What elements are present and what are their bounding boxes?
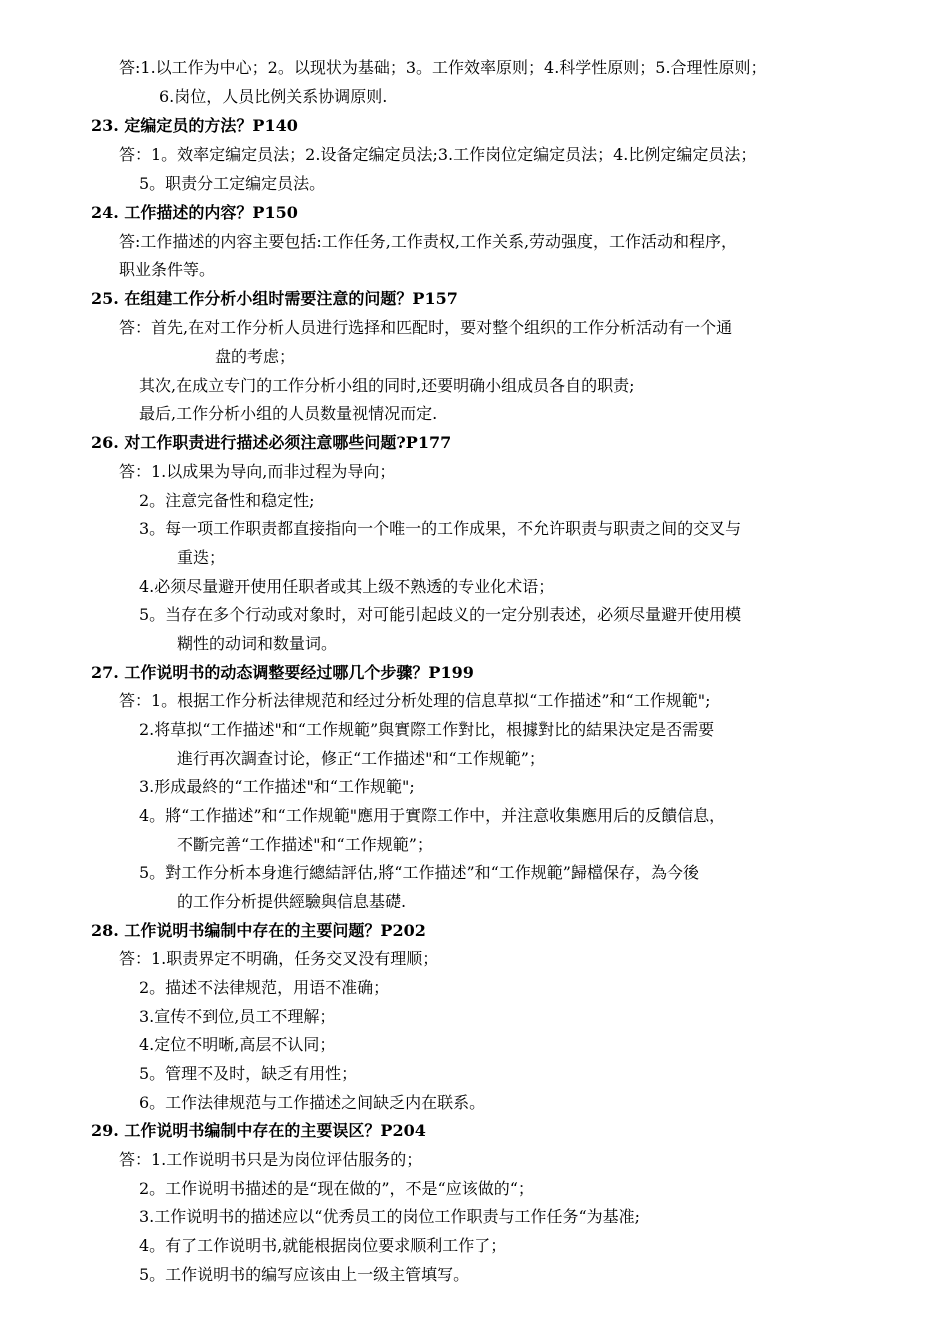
answer-line: 最后,工作分析小组的人员数量视情况而定. xyxy=(139,404,438,423)
answer-line: 重迭； xyxy=(177,548,226,567)
answer-line: 5。职责分工定编定员法。 xyxy=(139,174,326,193)
question-heading: 23. 定编定员的方法？P140 xyxy=(91,116,298,135)
answer-line: 5。對工作分析本身進行總結評估,將“工作描述”和“工作规範”歸檔保存，為今後 xyxy=(139,863,699,882)
answer-line: 6.岗位，人员比例关系协调原则. xyxy=(159,87,388,106)
answer-line: 的工作分析提供經驗與信息基礎. xyxy=(177,892,407,911)
answer-line: 答:1.以工作为中心；2。以现状为基础；3。工作效率原则；4.科学性原则；5.合理性原则； xyxy=(119,58,767,77)
answer-line: 3.工作说明书的描述应以“优秀员工的岗位工作职责与工作任务“为基准; xyxy=(139,1207,641,1226)
answer-line: 答：1。效率定编定员法；2.设备定编定员法;3.工作岗位定编定员法；4.比例定编定员法； xyxy=(119,145,757,164)
answer-line: 3.形成最終的“工作描述"和“工作规範"; xyxy=(139,777,415,796)
answer-line: 5。工作说明书的编写应该由上一级主管填写。 xyxy=(139,1265,470,1284)
answer-line: 答：首先,在对工作分析人员进行选择和匹配时，要对整个组织的工作分析活动有一个通 xyxy=(119,318,733,337)
question-heading: 24. 工作描述的内容？P150 xyxy=(91,203,298,222)
answer-line: 2。注意完备性和稳定性; xyxy=(139,491,315,510)
answer-line: 答：1.职责界定不明确，任务交叉没有理顺； xyxy=(119,949,439,968)
answer-line: 其次,在成立专门的工作分析小组的同时,还要明确小组成员各自的职责; xyxy=(139,376,635,395)
answer-line: 答：1.以成果为导向,而非过程为导向； xyxy=(119,462,396,481)
answer-line: 2。工作说明书描述的是“现在做的”，不是“应该做的“； xyxy=(139,1179,534,1198)
answer-line: 答：1。根据工作分析法律规范和经过分析处理的信息草拟“工作描述”和“工作规範"; xyxy=(119,691,711,710)
answer-line: 進行再次調查讨论，修正“工作描述"和“工作规範”； xyxy=(177,749,545,768)
question-heading: 28. 工作说明书编制中存在的主要问题？P202 xyxy=(91,921,426,940)
answer-line: 糊性的动词和数量词。 xyxy=(177,634,338,653)
answer-line: 4。有了工作说明书,就能根据岗位要求顺利工作了； xyxy=(139,1236,507,1255)
question-heading: 26. 对工作职责进行描述必须注意哪些问题?P177 xyxy=(91,433,452,452)
answer-line: 不斷完善“工作描述"和“工作规範”； xyxy=(177,835,433,854)
answer-line: 答：1.工作说明书只是为岗位评估服务的； xyxy=(119,1150,423,1169)
question-heading: 25. 在组建工作分析小组时需要注意的问题？P157 xyxy=(91,289,458,308)
question-heading: 27. 工作说明书的动态调整要经过哪几个步骤？P199 xyxy=(91,663,474,682)
answer-line: 5。当存在多个行动或对象时，对可能引起歧义的一定分别表述，必须尽量避开使用模 xyxy=(139,605,742,624)
answer-line: 3。每一项工作职责都直接指向一个唯一的工作成果，不允许职责与职责之间的交叉与 xyxy=(139,519,742,538)
answer-line: 3.宣传不到位,员工不理解； xyxy=(139,1007,336,1026)
question-heading: 29. 工作说明书编制中存在的主要误区？P204 xyxy=(91,1121,426,1140)
answer-line: 职业条件等。 xyxy=(119,260,216,279)
answer-line: 6。工作法律规范与工作描述之间缺乏内在联系。 xyxy=(139,1093,486,1112)
answer-line: 答:工作描述的内容主要包括:工作任务,工作责权,工作关系,劳动强度，工作活动和程序， xyxy=(119,232,738,251)
answer-line: 4.定位不明晰,高层不认同； xyxy=(139,1035,336,1054)
answer-line: 2.将草拟“工作描述"和“工作规範”與實際工作對比，根據對比的結果決定是否需要 xyxy=(139,720,715,739)
answer-line: 2。描述不法律规范，用语不准确； xyxy=(139,978,390,997)
answer-line: 5。管理不及时，缺乏有用性； xyxy=(139,1064,358,1083)
answer-line: 4.必须尽量避开使用任职者或其上级不熟透的专业化术语； xyxy=(139,577,555,596)
answer-line: 4。將“工作描述”和“工作规範"應用于實際工作中，并注意收集應用后的反饋信息， xyxy=(139,806,726,825)
answer-line: 盘的考虑； xyxy=(215,347,296,366)
